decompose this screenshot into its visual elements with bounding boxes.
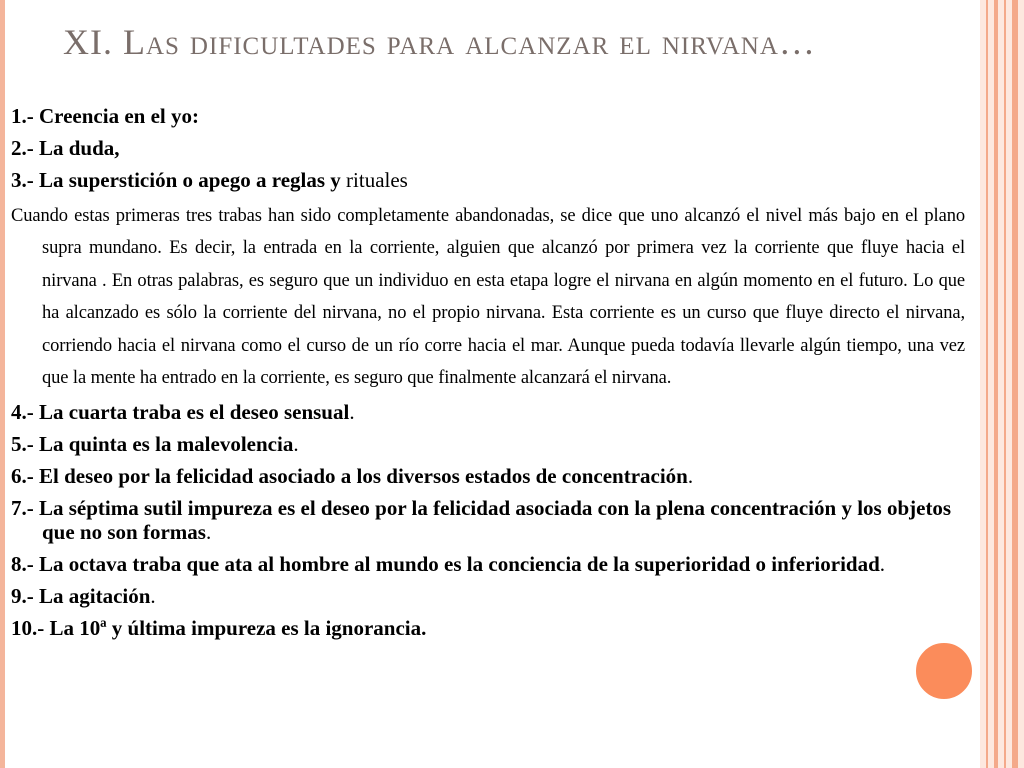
list-item-7: [11, 496, 965, 544]
item-bold-text: 1.- Creencia en el yo:: [11, 104, 199, 128]
item-bold-text: 5.- La quinta es la malevolencia: [11, 432, 294, 457]
list-item-3: [11, 168, 965, 192]
item-bold-text: 9.- La agitación: [11, 584, 151, 609]
item-bold-text: 2.- La duda,: [11, 136, 120, 160]
stripe: [994, 0, 998, 768]
right-stripes-decoration: [980, 0, 1024, 768]
item-plain-text: .: [293, 432, 299, 457]
item-plain-text: .: [150, 584, 156, 609]
item-plain-text: .: [879, 552, 886, 577]
list-item-2: [11, 136, 965, 160]
explanation-paragraph: Cuando estas primeras tres trabas han sido completamente abandonadas, se dice que uno alcanzó el nivel más bajo en el plano supra mundano. Es decir, la entrada en la corriente, alguien que alcanzó por primera vez la corriente que fluye hacia el nirvana . En otras palabras, es seguro que un individuo en esta etapa logre el nirvana en algún momento en el futuro. Lo que ha alcanzado es sólo la corriente del nirvana, no el propio nirvana. Esta corriente es un curso que fluye directo el nirvana, corriendo hacia el nirvana como el curso de un río corre hacia el mar. Aunque pueda todavía llevarle algún tiempo, una vez que la mente ha entrado en la corriente, es seguro que finalmente alcanzará el nirvana.: [11, 206, 965, 389]
slide-content: [11, 104, 965, 648]
list-item-8: [11, 552, 965, 576]
item-plain-text: .: [205, 520, 212, 545]
item-bold-text: 4.- La cuarta traba es el deseo sensual: [11, 400, 350, 425]
item-bold-text: 3.- La superstición o apego a reglas y: [11, 168, 341, 192]
item-plain-text: rituales: [340, 168, 408, 192]
list-item-6: [11, 464, 965, 488]
list-item-10: [11, 616, 965, 640]
list-item-5: [11, 432, 965, 456]
accent-circle-decoration: [913, 640, 975, 702]
list-item-1: [11, 104, 965, 128]
left-border-decoration: [0, 0, 5, 768]
item-bold-text: 8.- La octava traba que ata al hombre al mundo es la conciencia de la superioridad o inferioridad: [11, 552, 880, 577]
item-plain-text: .: [687, 464, 694, 489]
stripe: [1012, 0, 1018, 768]
stripe: [986, 0, 988, 768]
item-plain-text: .: [349, 400, 355, 425]
stripe: [1004, 0, 1006, 768]
slide-title: XI. Las dificultades para alcanzar el nirvana…: [63, 22, 816, 62]
item-bold-text: 6.- El deseo por la felicidad asociado a los diversos estados de concentración: [11, 464, 688, 489]
list-item-9: [11, 584, 965, 608]
item-bold-text: 7.- La séptima sutil impureza es el deseo por la felicidad asociada con la plena concentración y los objetos que no son formas: [11, 496, 952, 545]
list-item-4: [11, 400, 965, 424]
item-bold-text: 10.- La 10ª y última impureza es la ignorancia.: [11, 616, 427, 641]
